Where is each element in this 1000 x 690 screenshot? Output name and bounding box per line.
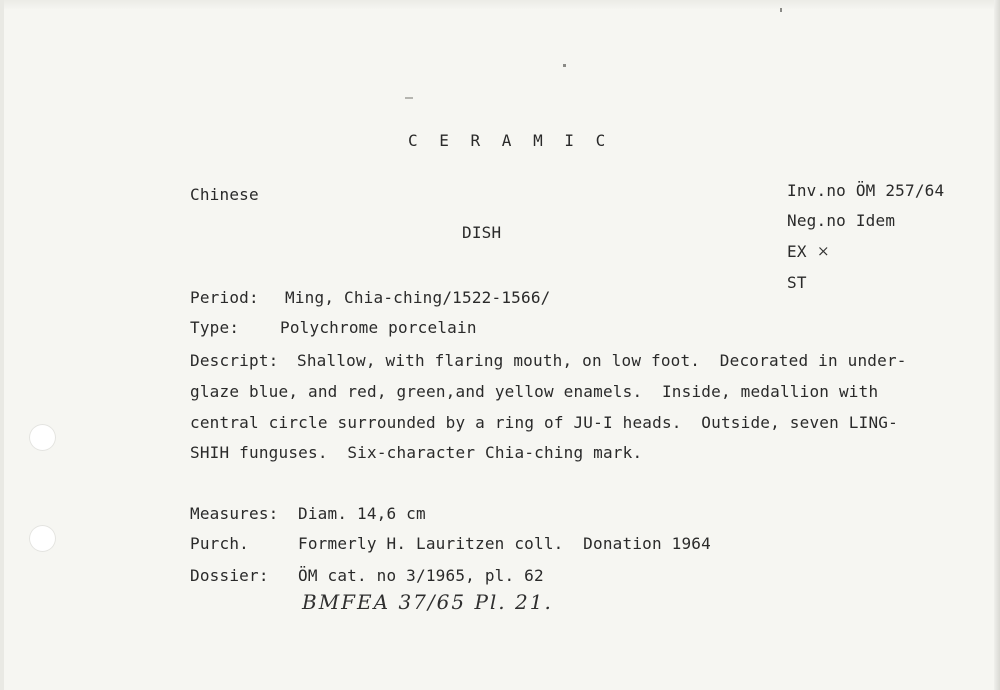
- origin-text: Chinese: [190, 185, 259, 204]
- descript-line-2: glaze blue, and red, green,and yellow enamels. Inside, medallion with: [190, 382, 879, 401]
- descript-line-4: SHIH funguses. Six-character Chia-ching mark.: [190, 443, 643, 462]
- measures-label: Measures:: [190, 504, 279, 523]
- period-value: Ming, Chia-ching/1522-1566/: [285, 288, 551, 307]
- descript-line-3: central circle surrounded by a ring of JU-I heads. Outside, seven LING-: [190, 413, 898, 432]
- ink-speck: [563, 64, 566, 67]
- ex-checkmark: ×: [817, 242, 830, 260]
- card-right-edge: [994, 0, 1000, 690]
- descript-label: Descript:: [190, 351, 279, 370]
- dossier-value: ÖM cat. no 3/1965, pl. 62: [298, 566, 544, 585]
- dossier-label: Dossier:: [190, 566, 269, 585]
- inventory-number: Inv.no ÖM 257/64: [787, 181, 945, 200]
- punch-hole-upper: [29, 424, 56, 451]
- st-field: ST: [787, 273, 807, 292]
- card-heading: C E R A M I C: [408, 131, 612, 150]
- type-label: Type:: [190, 318, 240, 337]
- type-value: Polychrome porcelain: [280, 318, 477, 337]
- ex-field: EX: [787, 242, 807, 261]
- punch-hole-lower: [29, 525, 56, 552]
- purch-value: Formerly H. Lauritzen coll. Donation 1964: [298, 534, 711, 553]
- ink-speck: [780, 8, 782, 12]
- object-name: DISH: [462, 223, 502, 242]
- card-left-edge: [0, 0, 4, 690]
- card-top-edge: [0, 0, 1000, 10]
- measures-value: Diam. 14,6 cm: [298, 504, 426, 523]
- purch-label: Purch.: [190, 534, 249, 553]
- descript-line-1: Shallow, with flaring mouth, on low foot. Decorated in under-: [297, 351, 907, 370]
- negative-number: Neg.no Idem: [787, 211, 896, 230]
- handwritten-note: BMFEA 37/65 Pl. 21.: [302, 590, 553, 614]
- ink-speck: [405, 97, 413, 99]
- period-label: Period:: [190, 288, 259, 307]
